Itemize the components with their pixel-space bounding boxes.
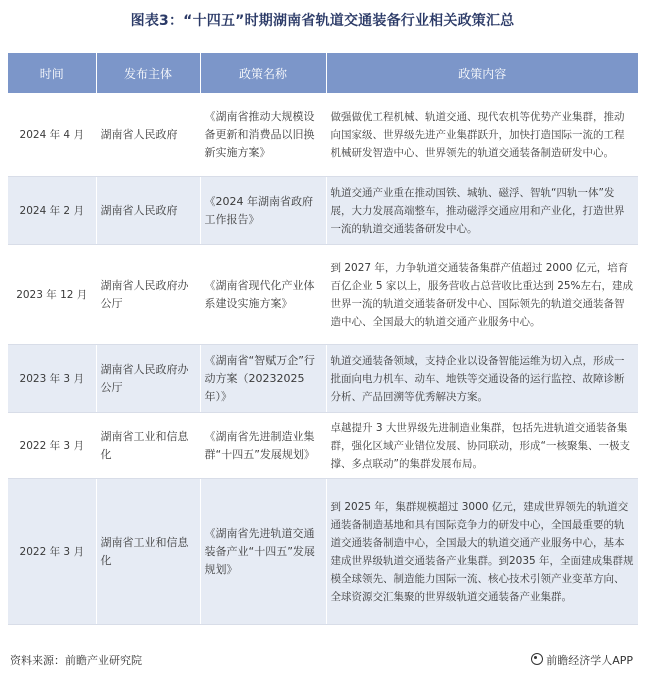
cell-publisher: 湖南省工业和信息化 — [96, 479, 200, 625]
table-row — [8, 177, 638, 245]
cell-time: 2024 年 4 月 — [8, 94, 96, 177]
source-note: 资料来源：前瞻产业研究院 — [10, 654, 142, 667]
header-policy-name: 政策名称 — [200, 53, 326, 94]
cell-policy-content: 轨道交通装备领域，支持企业以设备智能运维为切入点，形成一批面向电力机车、动车、地铁等交通设备的运行监控、故障诊断分析、产品回溯等优秀解决方案。 — [326, 345, 638, 413]
cell-policy-name: 《湖南省先进制造业集群“十四五”发展规划》 — [200, 413, 326, 479]
table-row — [8, 413, 638, 479]
cell-time: 2022 年 3 月 — [8, 413, 96, 479]
cell-policy-name: 《湖南省现代化产业体系建设实施方案》 — [200, 245, 326, 345]
cell-time: 2022 年 3 月 — [8, 479, 96, 625]
cell-publisher: 湖南省工业和信息化 — [96, 413, 200, 479]
header-publisher: 发布主体 — [96, 53, 200, 94]
cell-time: 2023 年 12 月 — [8, 245, 96, 345]
cell-time: 2023 年 3 月 — [8, 345, 96, 413]
cell-publisher: 湖南省人民政府办公厅 — [96, 345, 200, 413]
cell-policy-name: 《2024 年湖南省政府工作报告》 — [200, 177, 326, 245]
table-row — [8, 245, 638, 345]
qianzhan-logo-icon — [531, 653, 543, 665]
table-header-row — [8, 53, 638, 94]
cell-policy-content: 做强做优工程机械、轨道交通、现代农机等优势产业集群，推动向国家级、世界级先进产业集群跃升，加快打造国际一流的工程机械研发智造中心、世界领先的轨道交通装备制造研发中心。 — [326, 94, 638, 177]
cell-policy-name: 《湖南省“智赋万企”行动方案（20232025年）》 — [200, 345, 326, 413]
cell-publisher: 湖南省人民政府办公厅 — [96, 245, 200, 345]
cell-publisher: 湖南省人民政府 — [96, 94, 200, 177]
cell-policy-content: 轨道交通产业重在推动国铁、城轨、磁浮、智轨“四轨一体”发展，大力发展高端整车，推动磁浮交通应用和产业化，打造世界一流的轨道交通装备研发中心。 — [326, 177, 638, 245]
cell-policy-content: 到 2027 年，力争轨道交通装备集群产值超过 2000 亿元，培育百亿企业 5 家以上，服务营收占总营收比重达到 25%左右，建成世界一流的轨道交通装备研发中心、国际领先的轨道交通装备智造中心、全国最大的轨道交通产业服务中心。 — [326, 245, 638, 345]
brand-label: 前瞻经济学人APP — [546, 654, 633, 667]
cell-policy-content: 卓越提升 3 大世界级先进制造业集群，包括先进轨道交通装备集群，强化区域产业错位发展、协同联动，形成“一核聚集、一极支撑、多点联动”的集群发展布局。 — [326, 413, 638, 479]
cell-policy-content: 到 2025 年，集群规模超过 3000 亿元，建成世界领先的轨道交通装备制造基地和具有国际竞争力的研发中心，全国最重要的轨道交通装备制造中心，全国最大的轨道交通产业服务中心，基本建成世界级轨道交通装备产业集群。到2035 年，全面建成集群规模全球领先、制造能力国际一流、核心技术引领产业变革方向、全球资源交汇集聚的世界级轨道交通装备产业集群。 — [326, 479, 638, 625]
chart-title: 图表3：“十四五”时期湖南省轨道交通装备行业相关政策汇总 — [130, 13, 515, 29]
header-policy-content: 政策内容 — [326, 53, 638, 94]
table-row — [8, 94, 638, 177]
brand-credit — [531, 652, 633, 668]
policy-table — [8, 53, 638, 625]
table-row — [8, 479, 638, 625]
cell-time: 2024 年 2 月 — [8, 177, 96, 245]
table-row — [8, 345, 638, 413]
cell-publisher: 湖南省人民政府 — [96, 177, 200, 245]
header-time: 时间 — [8, 53, 96, 94]
cell-policy-name: 《湖南省先进轨道交通装备产业“十四五”发展规划》 — [200, 479, 326, 625]
cell-policy-name: 《湖南省推动大规模设备更新和消费品以旧换新实施方案》 — [200, 94, 326, 177]
